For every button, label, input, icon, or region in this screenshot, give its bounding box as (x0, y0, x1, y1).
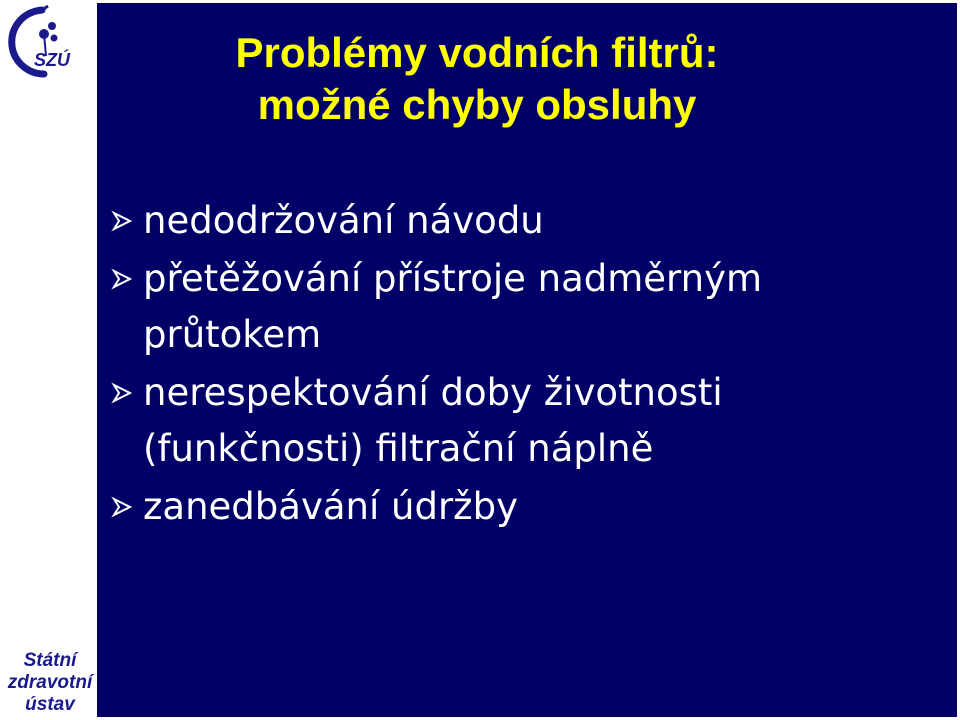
slide-title-line: Problémy vodních filtrů: (235, 29, 719, 76)
arrowhead-bullet-icon (111, 496, 133, 518)
arrowhead-bullet-icon (111, 268, 133, 290)
bullet-text: zanedbávání údržby (143, 485, 518, 528)
bullet-list (111, 193, 941, 537)
bullet-item (111, 193, 941, 249)
bullet-item (111, 251, 941, 363)
szu-logo-icon (4, 4, 88, 84)
slide-panel (97, 3, 957, 717)
arrowhead-bullet-icon (111, 210, 133, 232)
org-name-line: ústav (25, 694, 75, 715)
arrowhead-bullet-icon (111, 382, 133, 404)
bullet-item (111, 479, 941, 535)
bullet-text: nerespektování doby životnosti (funkčnosti) filtrační náplně (143, 371, 723, 470)
logo-text: SZÚ (34, 50, 70, 70)
org-name-line: zdravotní (7, 672, 93, 693)
sidebar (0, 0, 96, 720)
org-name-line: Státní (23, 650, 77, 671)
bullet-item (111, 365, 941, 477)
bullet-text: nedodržování návodu (143, 199, 544, 242)
slide-title-line: možné chyby obsluhy (257, 81, 697, 128)
slide-title (97, 27, 857, 131)
szu-logo (4, 4, 88, 84)
organization-name (0, 650, 100, 716)
bullet-text: přetěžování přístroje nadměrným průtokem (143, 257, 763, 356)
